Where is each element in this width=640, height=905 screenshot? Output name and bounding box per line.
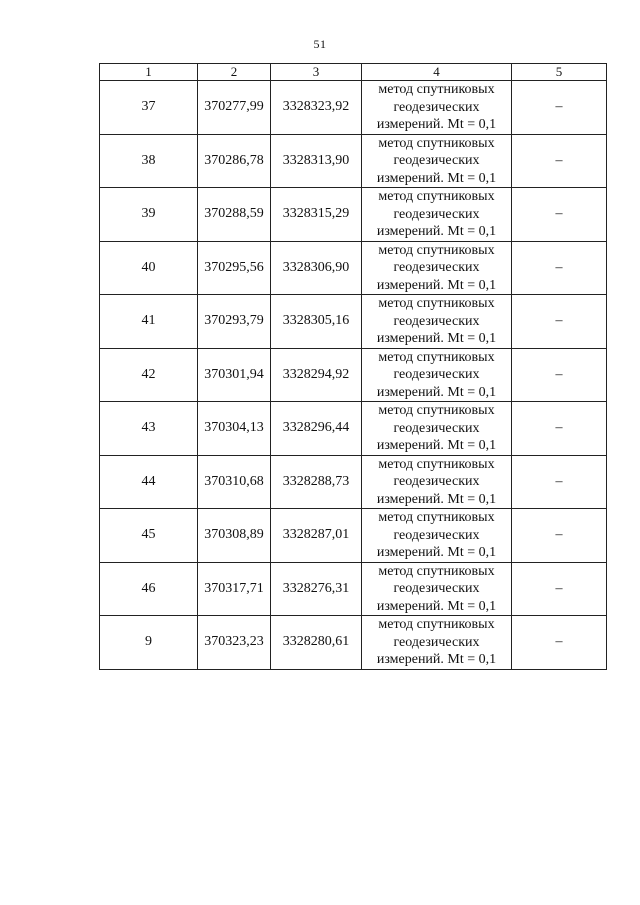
page-number: 51: [313, 37, 327, 51]
method-text-line: метод спутниковых: [378, 456, 495, 472]
method-text-line: измерений. Mt = 0,1: [376, 384, 497, 400]
point-number-cell: 45: [100, 509, 198, 563]
point-number-cell: 38: [100, 134, 198, 188]
method-cell: [362, 616, 512, 670]
method-cell: [362, 455, 512, 509]
method-text-line: метод спутниковых: [378, 242, 495, 258]
method-cell: [362, 188, 512, 242]
method-text-line: геодезических: [393, 527, 480, 543]
point-number-cell: 37: [100, 81, 198, 135]
dash-cell: –: [512, 188, 607, 242]
method-text-line: измерений. Mt = 0,1: [376, 170, 497, 186]
x-coordinate-cell: 370308,89: [198, 509, 271, 563]
dash-cell: –: [512, 562, 607, 616]
point-number-cell: 46: [100, 562, 198, 616]
table-body: [100, 64, 607, 670]
method-text-line: измерений. Mt = 0,1: [376, 331, 497, 346]
y-coordinate-cell: 3328288,73: [271, 455, 362, 509]
table-row: [100, 616, 607, 670]
header-row: [100, 64, 607, 81]
method-text-line: измерений. Mt = 0,1: [376, 277, 497, 293]
point-number-cell: 41: [100, 295, 198, 349]
method-cell: [362, 295, 512, 349]
point-number-cell: 42: [100, 348, 198, 402]
x-coordinate-cell: 370301,94: [198, 348, 271, 402]
point-number-cell: 44: [100, 455, 198, 509]
x-coordinate-cell: 370293,79: [198, 295, 271, 349]
method-text-line: геодезических: [393, 206, 480, 222]
y-coordinate-cell: 3328296,44: [271, 402, 362, 456]
method-text-line: измерений. Mt = 0,1: [376, 652, 497, 667]
method-cell: [362, 509, 512, 563]
coordinates-table: [99, 63, 607, 670]
method-text-line: измерений. Mt = 0,1: [376, 598, 497, 614]
y-coordinate-cell: 3328280,61: [271, 616, 362, 670]
y-coordinate-cell: 3328315,29: [271, 188, 362, 242]
y-coordinate-cell: 3328287,01: [271, 509, 362, 563]
method-text-line: метод спутниковых: [378, 82, 495, 97]
method-text-line: метод спутниковых: [378, 189, 495, 204]
method-text-line: геодезических: [393, 99, 480, 115]
column-header: 3: [271, 64, 362, 81]
y-coordinate-cell: 3328323,92: [271, 81, 362, 135]
method-cell: [362, 241, 512, 295]
dash-cell: –: [512, 295, 607, 349]
dash-cell: –: [512, 348, 607, 402]
method-text-line: метод спутниковых: [378, 510, 495, 525]
method-text-line: измерений. Mt = 0,1: [376, 491, 497, 507]
dash-cell: –: [512, 241, 607, 295]
method-text-line: геодезических: [393, 581, 480, 596]
point-number-cell: 9: [100, 616, 198, 670]
x-coordinate-cell: 370323,23: [198, 616, 271, 670]
method-text-line: метод спутниковых: [378, 296, 495, 311]
method-text-line: геодезических: [393, 260, 480, 275]
table-row: [100, 509, 607, 563]
column-header: 5: [512, 64, 607, 81]
method-cell: [362, 81, 512, 135]
dash-cell: –: [512, 402, 607, 456]
x-coordinate-cell: 370310,68: [198, 455, 271, 509]
y-coordinate-cell: 3328276,31: [271, 562, 362, 616]
column-header: 1: [100, 64, 198, 81]
method-text-line: метод спутниковых: [378, 563, 495, 579]
method-text-line: измерений. Mt = 0,1: [376, 438, 497, 453]
dash-cell: –: [512, 616, 607, 670]
column-header: 2: [198, 64, 271, 81]
table-row: [100, 562, 607, 616]
method-cell: [362, 134, 512, 188]
method-text-line: геодезических: [393, 367, 480, 382]
method-cell: [362, 348, 512, 402]
method-text-line: метод спутниковых: [378, 403, 495, 418]
table-row: [100, 348, 607, 402]
table-row: [100, 188, 607, 242]
dash-cell: –: [512, 134, 607, 188]
column-header: 4: [362, 64, 512, 81]
x-coordinate-cell: 370295,56: [198, 241, 271, 295]
method-text-line: измерений. Mt = 0,1: [376, 545, 497, 560]
method-text-line: геодезических: [393, 634, 480, 650]
table-row: [100, 402, 607, 456]
table-row: [100, 81, 607, 135]
table-row: [100, 295, 607, 349]
y-coordinate-cell: 3328313,90: [271, 134, 362, 188]
table-row: [100, 241, 607, 295]
table-row: [100, 455, 607, 509]
point-number-cell: 40: [100, 241, 198, 295]
method-text-line: измерений. Mt = 0,1: [376, 224, 497, 239]
x-coordinate-cell: 370304,13: [198, 402, 271, 456]
x-coordinate-cell: 370288,59: [198, 188, 271, 242]
x-coordinate-cell: 370317,71: [198, 562, 271, 616]
point-number-cell: 43: [100, 402, 198, 456]
y-coordinate-cell: 3328306,90: [271, 241, 362, 295]
dash-cell: –: [512, 81, 607, 135]
method-text-line: метод спутниковых: [378, 349, 495, 365]
method-text-line: геодезических: [393, 420, 480, 436]
x-coordinate-cell: 370286,78: [198, 134, 271, 188]
method-text-line: метод спутниковых: [378, 617, 495, 632]
y-coordinate-cell: 3328305,16: [271, 295, 362, 349]
method-text-line: измерений. Mt = 0,1: [376, 117, 497, 132]
point-number-cell: 39: [100, 188, 198, 242]
method-text-line: метод спутниковых: [378, 135, 495, 151]
method-text-line: геодезических: [393, 153, 480, 168]
table-row: [100, 134, 607, 188]
method-cell: [362, 562, 512, 616]
method-cell: [362, 402, 512, 456]
y-coordinate-cell: 3328294,92: [271, 348, 362, 402]
method-text-line: геодезических: [393, 313, 480, 329]
dash-cell: –: [512, 455, 607, 509]
dash-cell: –: [512, 509, 607, 563]
method-text-line: геодезических: [393, 474, 480, 489]
x-coordinate-cell: 370277,99: [198, 81, 271, 135]
